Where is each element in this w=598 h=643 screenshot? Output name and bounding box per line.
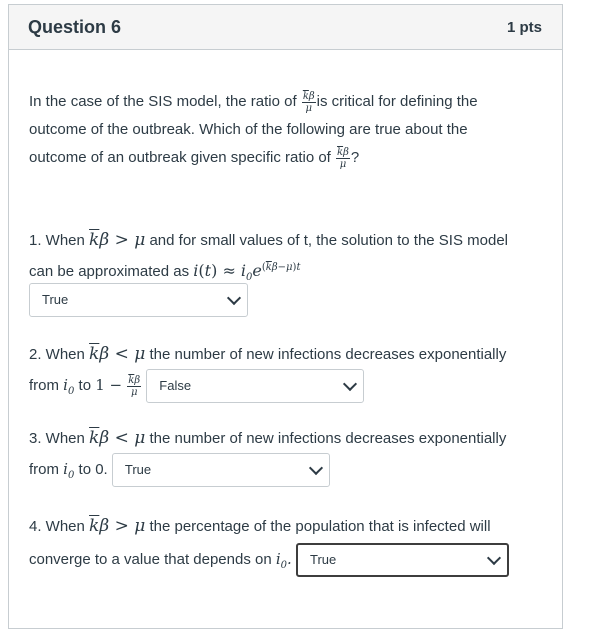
ratio-fraction: $\frac{\overline{k}\beta}{\mu}$ (128, 374, 141, 398)
chevron-down-icon (227, 291, 241, 305)
item-3-line-1: 3. When $\overline{k}\beta < \mu$ the number of new infections decreases exponentially (29, 428, 507, 448)
item-3-line-2: from $i_0$ to 0. True (29, 452, 548, 493)
question-points: 1 pts (506, 18, 542, 36)
chevron-down-icon (487, 551, 501, 565)
answer-select-3-value: True (124, 462, 152, 478)
sis-approx-formula: $i(t) \approx i_0e^{(\overline{k}\beta-\mu)t}$ (193, 261, 301, 284)
item-1-line-1: 1. When $\overline{k}\beta > \mu$ and for small values of t, the solution to the SIS model (29, 230, 508, 250)
answer-select-1[interactable] (29, 283, 248, 317)
intro-line-2: outcome of the outbreak. Which of the following are true about the (29, 121, 468, 138)
item-2-line-1: 2. When $\overline{k}\beta < \mu$ the number of new infections decreases exponentially (29, 344, 507, 364)
item-2-line-2: from $i_0$ to 1 − $\frac{\overline{k}\beta}{\mu}$ False (29, 368, 548, 409)
question-card (8, 4, 563, 629)
item-4-line-2: converge to a value that depends on $i_0$. True (29, 542, 548, 583)
answer-select-4-value: True (310, 552, 337, 568)
answer-select-4[interactable] (296, 543, 509, 577)
item-4-line-1: 4. When $\overline{k}\beta > \mu$ the percentage of the population that is infected will (29, 516, 491, 536)
ratio-fraction: $\frac{\overline{k}\beta}{\mu}$ (337, 146, 349, 170)
question-header (9, 5, 562, 50)
answer-select-3[interactable] (112, 453, 330, 487)
answer-select-2[interactable] (146, 369, 364, 403)
chevron-down-icon (309, 461, 323, 475)
answer-select-2-value: False (159, 378, 192, 394)
ratio-fraction: $\frac{\overline{k}\beta}{\mu}$ (302, 90, 315, 114)
answer-select-1-value: True (42, 292, 69, 307)
intro-line-3: outcome of an outbreak given specific ratio of $\frac{\overline{k}\beta}{\mu}$ ? (29, 146, 360, 170)
item-1-line-2: can be approximated as $i(t) \approx i_0e^{(\overline{k}\beta-\mu)t}$ (29, 261, 301, 284)
intro-line-1: In the case of the SIS model, the ratio of $\frac{\overline{k}\beta}{\mu}$ is critical for defining the (29, 90, 478, 114)
question-title: Question 6 (28, 16, 122, 37)
chevron-down-icon (343, 377, 357, 391)
